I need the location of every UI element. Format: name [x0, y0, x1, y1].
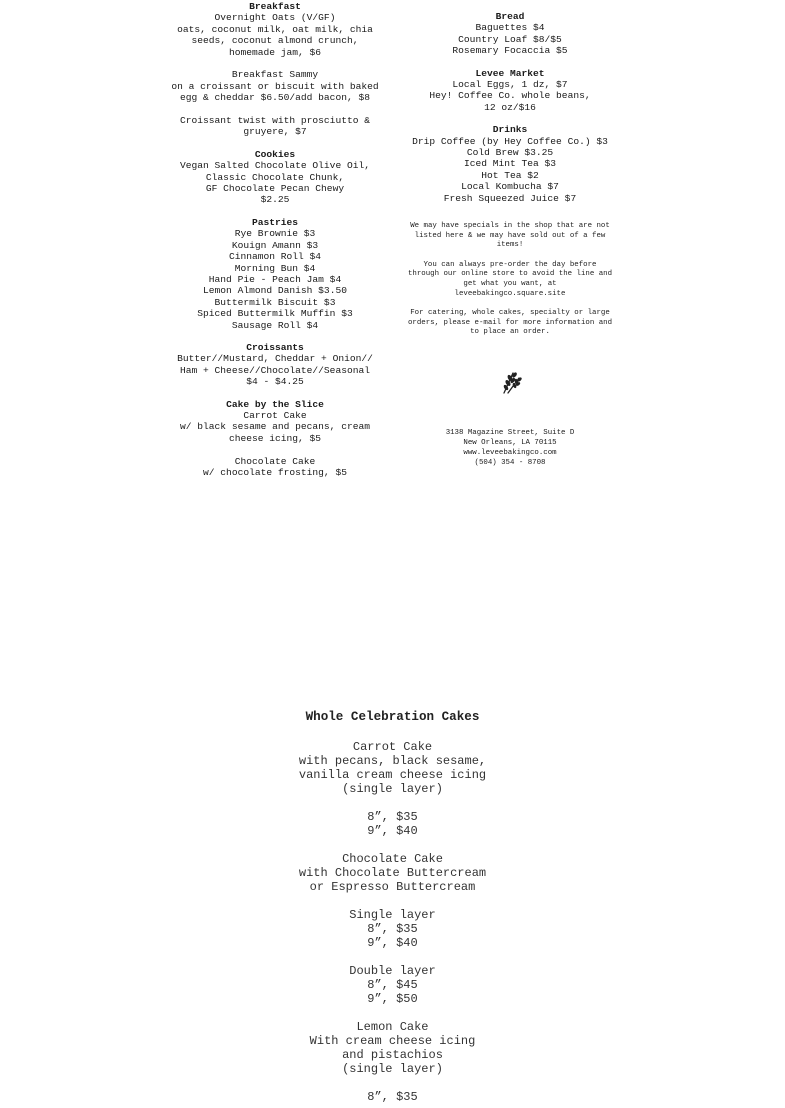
preorder-note	[390, 261, 630, 299]
market-lines	[390, 79, 630, 113]
menu-line: w/ black sesame and pecans, cream	[180, 421, 370, 433]
menu-line: 8”, $35	[367, 922, 418, 936]
spacer	[200, 838, 585, 852]
menu-line: gruyere, $7	[243, 126, 307, 138]
menu-line: Local Kombucha $7	[461, 181, 559, 193]
menu-line: with Chocolate Buttercream	[298, 866, 487, 880]
spacer	[200, 1076, 585, 1090]
menu-line: Rye Brownie $3	[234, 228, 316, 240]
catering-note	[390, 309, 630, 338]
menu-line: 8”, $35	[367, 1090, 418, 1104]
menu-line: Single layer	[349, 908, 436, 922]
menu-line: 8”, $35	[367, 810, 418, 824]
menu-line: homemade jam, $6	[228, 46, 322, 58]
cake-slice-heading: Cake by the Slice	[226, 398, 324, 410]
menu-line: (single layer)	[342, 782, 443, 796]
menu-line: Baguettes $4	[475, 22, 545, 34]
menu-line: Morning Bun $4	[234, 262, 316, 274]
market-heading: Levee Market	[475, 67, 545, 79]
menu-line: Chocolate Cake	[342, 852, 443, 866]
menu-line: 8”, $45	[367, 978, 418, 992]
menu-line: Butter//Mustard, Cheddar + Onion//	[177, 353, 373, 365]
menu-line: Spiced Buttermilk Muffin $3	[197, 308, 353, 320]
address-block	[390, 428, 630, 468]
menu-line: Hey! Coffee Co. whole beans,	[429, 90, 591, 102]
menu-line: listed here & we may have sold out of a few	[414, 231, 606, 240]
menu-line: $4 - $4.25	[246, 376, 304, 388]
menu-line: Carrot Cake	[243, 409, 307, 421]
menu-line: items!	[496, 241, 524, 250]
breakfast-heading: Breakfast	[249, 1, 301, 12]
menu-line: cheese icing, $5	[228, 432, 322, 444]
menu-line: or Espresso Buttercream	[309, 880, 476, 894]
croissants-section	[140, 342, 410, 388]
menu-line: Rosemary Focaccia $5	[452, 45, 568, 57]
spacer	[200, 950, 585, 964]
breakfast-lines	[140, 12, 410, 137]
menu-line: (504) 354 - 8708	[474, 459, 546, 468]
menu-line: 9”, $40	[367, 936, 418, 950]
menu-line: Local Eggs, 1 dz, $7	[452, 79, 568, 91]
menu-line: Cold Brew $3.25	[466, 147, 554, 159]
menu-line: 12 oz/$16	[484, 101, 536, 113]
menu-line: Lemon Cake	[356, 1020, 429, 1034]
menu-line: Breakfast Sammy	[231, 69, 319, 81]
menu-line: and pistachios	[342, 1048, 443, 1062]
menu-line: Iced Mint Tea $3	[463, 158, 557, 170]
menu-line: Croissant twist with prosciutto &	[180, 115, 370, 127]
menu-line: 3138 Magazine Street, Suite D	[445, 429, 575, 438]
menu-line: We may have specials in the shop that are not	[410, 222, 610, 231]
menu-line: Country Loaf $8/$5	[458, 33, 562, 45]
menu-line: Hand Pie - Peach Jam $4	[208, 273, 342, 285]
menu-line: Sausage Roll $4	[231, 319, 319, 331]
menu-line: Overnight Oats (V/GF)	[214, 12, 336, 24]
menu-line: egg & cheddar $6.50/add bacon, $8	[180, 92, 370, 104]
specials-note	[390, 222, 630, 251]
celebration-lines	[200, 740, 585, 1104]
menu-line: You can always pre-order the day before	[423, 260, 597, 269]
market-section	[390, 68, 630, 114]
pastries-heading: Pastries	[251, 216, 299, 228]
menu-line: With cream cheese icing	[309, 1034, 476, 1048]
menu-line: get what you want, at	[463, 280, 557, 289]
menu-line: www.leveebakingco.com	[463, 449, 557, 458]
breakfast-section	[140, 1, 410, 138]
drinks-section	[390, 124, 630, 204]
menu-line: Cinnamon Roll $4	[228, 251, 322, 263]
pastries-section	[140, 217, 410, 331]
right-column	[390, 11, 630, 468]
menu-line: $2.25	[260, 194, 290, 206]
croissants-heading: Croissants	[246, 341, 304, 353]
menu-line: Carrot Cake	[352, 740, 433, 754]
menu-line: Kouign Amann $3	[231, 239, 319, 251]
menu-line: (single layer)	[342, 1062, 443, 1076]
cake-slice-section	[140, 399, 410, 479]
menu-line: 9”, $40	[367, 824, 418, 838]
menu-line: through our online store to avoid the line and	[407, 270, 612, 279]
spacer	[140, 444, 410, 455]
menu-line: Lemon Almond Danish $3.50	[203, 285, 347, 297]
croissants-lines	[140, 353, 410, 387]
menu-line: Fresh Squeezed Juice $7	[443, 192, 577, 204]
spacer	[200, 894, 585, 908]
menu-line: Classic Chocolate Chunk,	[205, 171, 345, 183]
pastries-lines	[140, 228, 410, 331]
menu-line: on a croissant or biscuit with baked	[171, 80, 379, 92]
menu-line: Drip Coffee (by Hey Coffee Co.) $3	[412, 135, 608, 147]
cookies-heading: Cookies	[254, 148, 296, 160]
menu-line: w/ chocolate frosting, $5	[203, 466, 347, 478]
menu-line: Hot Tea $2	[481, 169, 539, 181]
menu-line: orders, please e-mail for more information and	[407, 318, 612, 327]
spacer	[140, 104, 410, 115]
spacer	[200, 796, 585, 810]
menu-line: Buttermilk Biscuit $3	[214, 296, 336, 308]
menu-line: vanilla cream cheese icing	[298, 768, 487, 782]
menu-line: Chocolate Cake	[234, 455, 316, 467]
wheat-icon	[390, 364, 630, 396]
bread-heading: Bread	[495, 11, 525, 22]
cookies-section	[140, 149, 410, 206]
drinks-lines	[390, 136, 630, 204]
cake-slice-lines	[140, 410, 410, 478]
menu-line: with pecans, black sesame,	[298, 754, 487, 768]
menu-line: to place an order.	[470, 328, 550, 337]
celebration-cakes-section	[200, 710, 585, 1104]
menu-line: GF Chocolate Pecan Chewy	[205, 183, 345, 195]
drinks-heading: Drinks	[492, 124, 528, 136]
cookies-lines	[140, 160, 410, 206]
bread-lines	[390, 22, 630, 56]
spacer	[200, 1006, 585, 1020]
menu-line: For catering, whole cakes, specialty or large	[410, 309, 610, 318]
left-column	[140, 1, 410, 489]
celebration-title: Whole Celebration Cakes	[305, 710, 480, 724]
menu-line: seeds, coconut almond crunch,	[191, 35, 359, 47]
menu-line: 9”, $50	[367, 992, 418, 1006]
menu-line: Double layer	[349, 964, 436, 978]
menu-line: Ham + Cheese//Chocolate//Seasonal	[180, 364, 370, 376]
menu-line: Vegan Salted Chocolate Olive Oil,	[180, 160, 370, 172]
menu-line: oats, coconut milk, oat milk, chia	[177, 23, 373, 35]
menu-line: leveebakingco.square.site	[454, 289, 566, 298]
menu-line: New Orleans, LA 70115	[463, 439, 557, 448]
bread-section	[390, 11, 630, 57]
spacer	[140, 58, 410, 69]
notes-block	[390, 222, 630, 338]
